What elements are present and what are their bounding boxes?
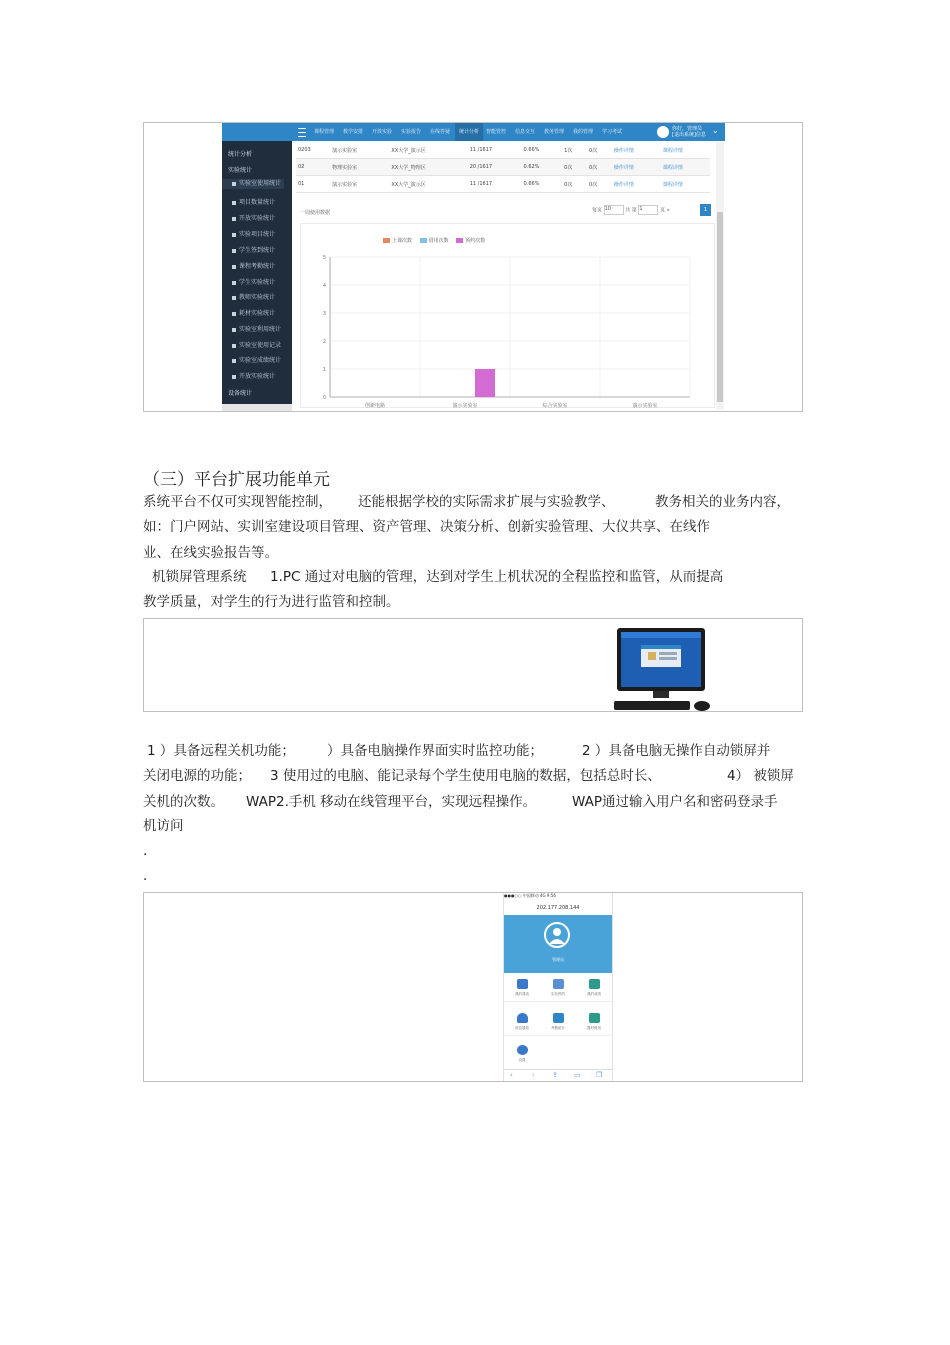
vertical-scrollbar[interactable] [716,142,724,410]
paragraph-line: WAP2.手机 移动在线管理平台，实现远程操作。 [246,794,537,810]
page-input-value: 1 [639,206,643,212]
paragraph-line: 还能根据学校的实际需求扩展与实验教学、 [358,494,615,510]
tile-label: 我的成绩 [587,992,601,996]
course-detail-link[interactable]: 课程详情 [661,159,710,176]
cell: 0203 [296,142,330,159]
usage-bar-chart [300,253,715,411]
cell: 02 [296,159,330,176]
username: 管理员 [552,957,564,962]
dot-line: . [143,868,148,884]
hourglass-icon [553,1013,564,1023]
browser-toolbar [504,1069,612,1082]
dot-line: . [143,843,148,859]
nav-item[interactable]: 智能管控 [486,129,507,135]
nav-item[interactable]: 信息交互 [515,129,536,135]
nav-item[interactable]: 我的管理 [573,129,594,135]
legend-label-1: 借用次数 [428,238,449,244]
paragraph-line: 2 ）具备电脑无操作自动锁屏并 [582,743,771,759]
table-row [296,176,710,193]
sidebar-group-stats[interactable]: 统计分析 [228,151,253,158]
sidebar-item[interactable]: 项目数量统计 [232,197,275,206]
legend-label-0: 上课次数 [392,238,413,244]
page-total-label: 共 第 [625,207,637,214]
nav-item[interactable]: 教务管理 [544,129,565,135]
calendar-icon [517,979,528,989]
paragraph-line: 4） 被锁屏 [727,768,794,784]
cell: XX大学_演示区 [389,176,467,193]
paragraph-line: 3 使用过的电脑、能记录每个学生使用电脑的数据，包括总时长、 [270,768,661,784]
tile-label: 我的课表 [515,992,529,996]
sidebar-item[interactable]: 开放实验统计 [232,371,275,380]
page-input[interactable] [638,205,658,215]
x-tick-label: 创新电路 [364,403,386,409]
cell: 20 /1617 [468,159,522,176]
scrollbar-thumb[interactable] [717,212,723,402]
sidebar-item[interactable]: 教师实验统计 [232,292,275,301]
cell: 11 /1617 [468,142,522,159]
paragraph-line: 教学质量，对学生的行为进行监管和控制。 [143,594,400,610]
paragraph-line: 业、在线实验报告等。 [143,545,278,561]
course-detail-link[interactable]: 课程详情 [661,176,710,193]
cell: 11 /1617 [468,176,522,193]
tile-label: 消息通知 [515,1026,529,1030]
per-page-label: 每页 [592,207,603,214]
user-logout[interactable]: [退出系统]信息 [672,132,706,138]
divider [504,1035,612,1036]
y-tick-label: 0 [322,395,326,401]
divider [504,1001,612,1002]
chart-hint: 一周使用数据 [300,210,331,216]
y-tick-label: 1 [322,367,326,373]
usage-table [296,142,710,193]
paragraph-line: 机锁屏管理系统 [152,569,247,585]
x-tick-label: 演示实验室 [452,403,478,409]
user-greeting: 你好，管理员 [672,126,703,132]
paragraph-line: ）具备电脑操作界面实时监控功能； [327,743,543,759]
paragraph-line: 如：门户网站、实训室建设项目管理、资产管理、决策分析、创新实验管理、大仪共享、在线作 [143,519,710,535]
paragraph-line: 系统平台不仅可实现智能控制， [143,494,332,510]
cell: 0次 [562,176,587,193]
chevron-down-icon[interactable]: ⌄ [712,126,719,135]
y-tick-label: 2 [322,339,326,345]
bell-icon [517,1013,528,1023]
tile-messages[interactable] [504,1013,540,1031]
computer-monitor-icon [614,627,714,712]
per-page-select[interactable] [604,205,624,215]
cell: 0.66% [522,142,563,159]
gear-icon [517,1045,528,1055]
page-unit: 页 [659,207,665,214]
nav-item-active[interactable]: 统计分析 [455,123,483,141]
legend-swatch-0 [383,238,390,243]
tile-label: 器材借用 [587,1026,601,1030]
sidebar [222,141,292,411]
per-page-value: 10 [604,206,611,212]
cell: 0次 [587,176,612,193]
menu-icon[interactable] [298,128,306,137]
screenshot-mobile-wap [143,892,803,1082]
tile-grades[interactable] [576,979,612,997]
back-icon[interactable]: ‹ [510,1071,513,1079]
paragraph-line: 1.PC 通过对电脑的管理，达到对学生上机状况的全程监控和监管，从而提高 [270,569,724,585]
sidebar-item[interactable]: 耗材实验统计 [232,308,275,317]
tile-label: 考勤统计 [551,1026,565,1030]
section-heading: （三）平台扩展功能单元 [143,470,330,490]
cell: 演示实验室 [330,142,389,159]
sidebar-item[interactable]: 开放实验统计 [232,213,275,222]
sidebar-group-device[interactable]: 设备统计 [228,390,253,397]
nav-item[interactable]: 教学安排 [343,129,364,135]
user-avatar[interactable] [657,126,669,138]
cell: 0次 [587,142,612,159]
y-tick-label: 4 [322,283,326,289]
current-page-button[interactable]: 1 [700,204,711,216]
forward-icon[interactable]: › [532,1071,535,1079]
sidebar-item[interactable]: 实验室使用记录 [232,340,281,349]
cell: 物理实验室 [330,159,389,176]
sidebar-item[interactable]: 学生签到统计 [232,245,275,254]
screenshot-stats-page [143,122,803,412]
nav-item[interactable]: 学习考试 [602,129,623,135]
bookmarks-icon[interactable]: ▭ [574,1071,581,1079]
paragraph-line: WAP通过输入用户名和密码登录手 [572,794,778,810]
cell: XX大学_物理区 [389,159,467,176]
sidebar-item[interactable]: 实验室利用统计 [232,324,281,333]
legend-label-2: 预约次数 [465,238,486,244]
screenshot-lock-screen-pc [143,618,803,712]
share-icon[interactable]: ⇪ [552,1071,558,1079]
user-icon [546,924,568,946]
tile-equipment[interactable] [576,1013,612,1031]
table-row [296,142,710,159]
y-tick-label: 5 [322,255,326,261]
user-info[interactable] [672,126,706,138]
stats-app [222,123,725,411]
tile-label: 实验预约 [551,992,565,996]
sidebar-horizontal-scrollbar[interactable] [222,404,292,411]
inbox-icon [589,979,600,989]
top-nav-bar [222,123,725,141]
paragraph-line: 教务相关的业务内容， [655,494,790,510]
operation-detail-link[interactable]: 操作详情 [612,159,661,176]
nav-item[interactable]: 实验报告 [401,129,422,135]
phone-status-bar: ●●●○○ 中国移动 4G 9:56 [504,893,556,898]
legend-swatch-2 [456,238,463,243]
tile-schedule[interactable] [504,979,540,997]
grid-icon [553,979,564,989]
table-row [296,159,710,176]
person-desk-icon [589,1013,600,1023]
cell: 演示实验室 [330,176,389,193]
nav-item[interactable]: 在线答疑 [430,129,451,135]
cell: 0次 [587,159,612,176]
cell: 1次 [562,142,587,159]
sidebar-group-lab[interactable]: 实验统计 [228,167,253,174]
profile-header [504,915,612,973]
tabs-icon[interactable]: ❐ [596,1071,603,1079]
cell: 0.62% [522,159,563,176]
paragraph-line: 关机的次数。 [143,794,224,810]
pagination [592,205,670,215]
sidebar-item[interactable]: 实验室成绩统计 [232,355,281,364]
cell: 0.66% [522,176,563,193]
sidebar-item[interactable]: 实验项目统计 [232,229,275,238]
x-tick-label: 演示实验室 [632,403,658,409]
cell: XX大学_演示区 [389,142,467,159]
paragraph-line: 关闭电源的功能； [143,768,251,784]
nav-item[interactable]: 开放实验 [372,129,393,135]
sidebar-item[interactable]: 学生实验统计 [232,277,275,286]
chart-legend [377,237,485,244]
phone-url-bar[interactable]: 202.177.208.144 [504,901,612,916]
sidebar-item-active[interactable]: 实验室使用统计 [222,179,284,189]
cell: 0次 [562,159,587,176]
sidebar-item[interactable]: 课程考勤统计 [232,261,275,270]
tile-settings[interactable] [504,1045,540,1063]
tile-label: 设置 [518,1058,526,1062]
x-tick-label: 综合实验室 [542,403,568,409]
tile-booking[interactable] [540,979,576,997]
bar-2-1 [475,369,495,397]
legend-swatch-1 [420,238,427,243]
cell: 01 [296,176,330,193]
operation-detail-link[interactable]: 操作详情 [612,176,661,193]
paragraph-line: 机访问 [143,818,184,834]
phone-screen [503,893,613,1081]
y-tick-label: 3 [322,311,326,317]
operation-detail-link[interactable]: 操作详情 [612,142,661,159]
prev-page-icon[interactable]: « [666,207,670,214]
tile-attendance[interactable] [540,1013,576,1031]
paragraph-line: 1 ）具备远程关机功能； [147,743,295,759]
course-detail-link[interactable]: 课程详情 [661,142,710,159]
avatar[interactable] [544,922,570,948]
nav-item[interactable]: 课程管理 [314,129,335,135]
